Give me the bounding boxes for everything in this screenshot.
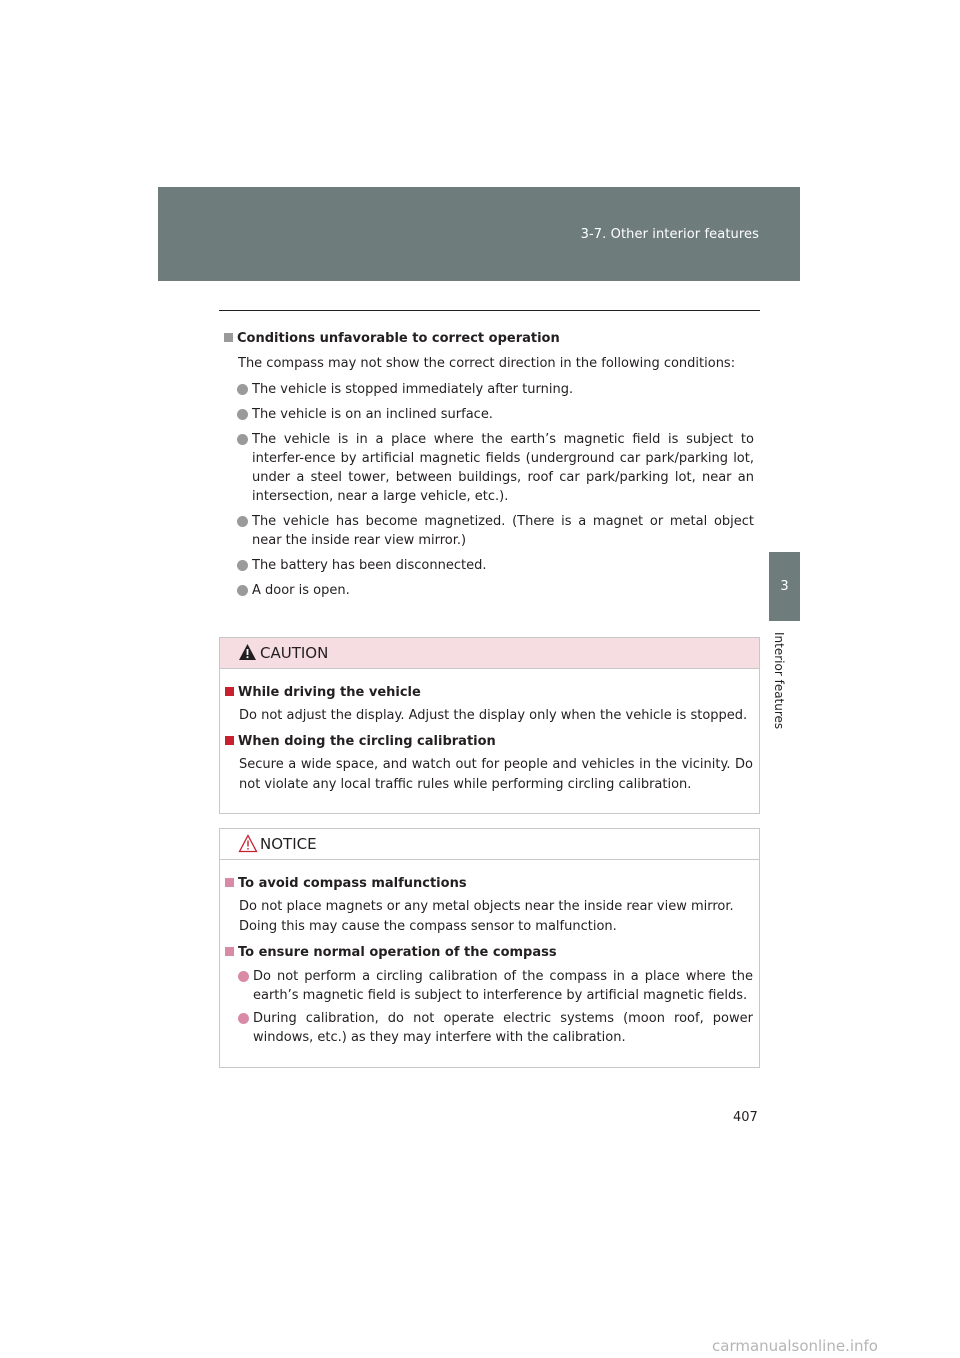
warning-triangle-icon (238, 643, 257, 661)
caution-item-text: Secure a wide space, and watch out for people and vehicles in the vicinity. Do not violate any local traffic rules while performing circling calibration. (239, 757, 753, 792)
notice-item-text: Do not place magnets or any metal objects near the inside rear view mirror. Doing this may cause the compass sensor to malfunction. (239, 899, 734, 934)
square-bullet-icon (225, 736, 234, 745)
notice-body (220, 860, 759, 1047)
circle-bullet-icon (237, 516, 248, 527)
circle-bullet-icon (237, 409, 248, 420)
caution-title: CAUTION (260, 644, 329, 662)
notice-header (220, 829, 759, 860)
notice-box (219, 828, 760, 1068)
list-item: The vehicle is on an inclined surface. (252, 405, 754, 424)
circle-bullet-icon (237, 434, 248, 445)
section-divider (219, 310, 760, 311)
caution-body (220, 669, 759, 795)
caution-header (220, 638, 759, 669)
circle-bullet-icon (238, 1013, 249, 1024)
section-title: 3-7. Other interior features (580, 227, 759, 242)
caution-box (219, 637, 760, 814)
caution-item-heading: While driving the vehicle (225, 683, 753, 703)
header-band (158, 187, 800, 281)
circle-bullet-icon (238, 971, 249, 982)
circle-bullet-icon (237, 384, 248, 395)
circle-bullet-icon (237, 560, 248, 571)
list-item: The vehicle has become magnetized. (There is a magnet or metal object near the inside rear view mirror.) (252, 512, 754, 550)
square-bullet-icon (224, 333, 233, 342)
list-item: The vehicle is stopped immediately after turning. (252, 380, 754, 399)
circle-bullet-icon (237, 585, 248, 596)
conditions-section (224, 328, 754, 600)
list-item: During calibration, do not operate electric systems (moon roof, power windows, etc.) as they may interfere with the calibration. (253, 1009, 753, 1047)
list-item: The battery has been disconnected. (252, 556, 754, 575)
list-item: A door is open. (252, 581, 754, 600)
square-bullet-icon (225, 878, 234, 887)
notice-item-heading: To avoid compass malfunctions (225, 874, 753, 894)
square-bullet-icon (225, 687, 234, 696)
square-bullet-icon (225, 947, 234, 956)
list-item: The vehicle is in a place where the earth’s magnetic field is subject to interfer-ence by artificial magnetic fields (underground car park/parking lot, under a steel tower, between buildings, roof car park/parking lot, near an intersection, near a large vehicle, etc.). (252, 430, 754, 506)
notice-item-heading: To ensure normal operation of the compass (225, 943, 753, 963)
list-item: Do not perform a circling calibration of the compass in a place where the earth’s magnetic field is subject to interference by artificial magnetic fields. (253, 967, 753, 1005)
section-heading: Conditions unfavorable to correct operation (224, 328, 754, 350)
chapter-number-tab: 3 (769, 552, 800, 621)
notice-title: NOTICE (260, 835, 317, 853)
chapter-label: Interior features (772, 632, 786, 730)
page-number: 407 (733, 1110, 758, 1125)
caution-item-heading: When doing the circling calibration (225, 732, 753, 752)
watermark: carmanualsonline.info (712, 1337, 878, 1355)
section-intro: The compass may not show the correct direction in the following conditions: (238, 356, 736, 371)
warning-triangle-outline-icon (238, 834, 258, 853)
caution-item-text: Do not adjust the display. Adjust the display only when the vehicle is stopped. (239, 708, 748, 723)
